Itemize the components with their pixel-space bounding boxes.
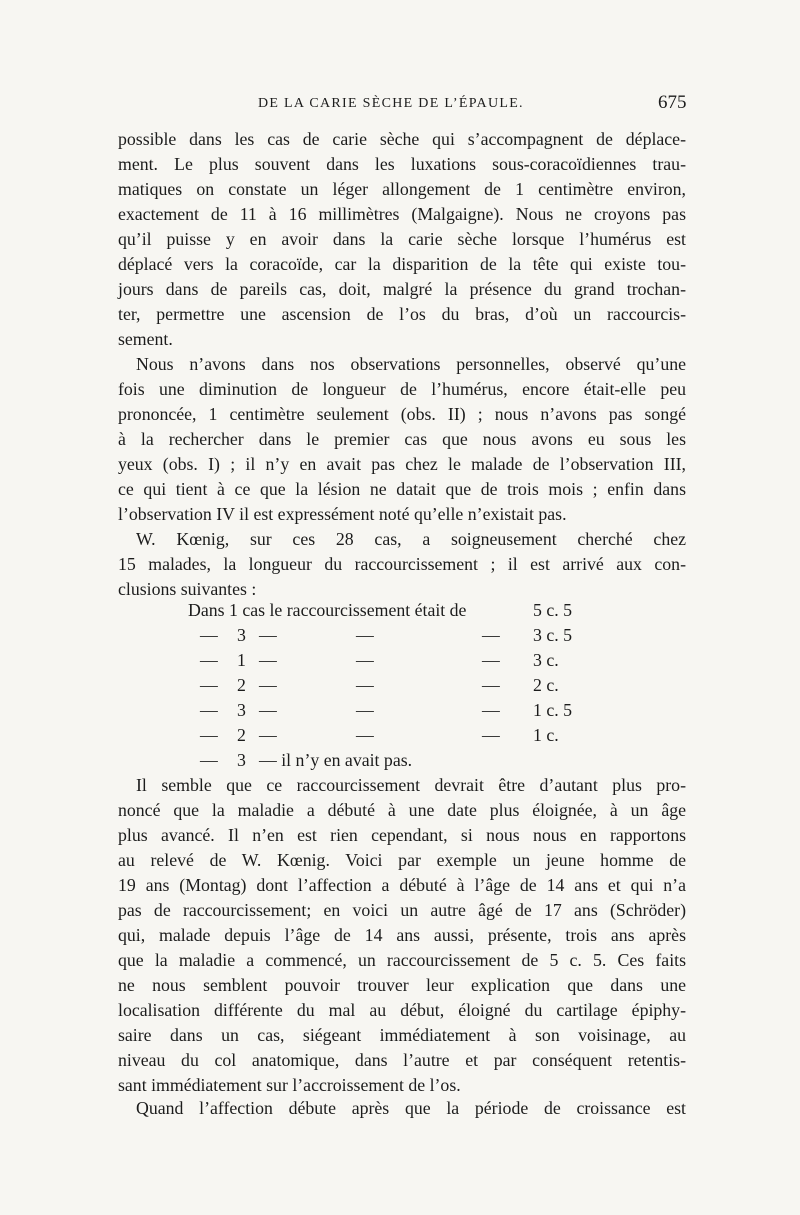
table-count: 3 — [237, 700, 246, 720]
table-row — [118, 673, 686, 698]
page-number: 675 — [658, 92, 687, 113]
ditto-mark: — — [259, 625, 277, 645]
text-line: ment. Le plus souvent dans les luxations sous-coracoïdiennes trau- — [118, 154, 686, 174]
table-value: 2 c. — [533, 675, 559, 695]
ditto-mark: — — [200, 750, 218, 770]
text-line: 15 malades, la longueur du raccourcissement ; il est arrivé aux con- — [118, 554, 686, 574]
table-count: 2 — [237, 675, 246, 695]
table-value: 1 c. 5 — [533, 700, 573, 720]
ditto-mark: — — [482, 700, 500, 720]
text-line: possible dans les cas de carie sèche qui s’accompagnent de déplace- — [118, 129, 686, 149]
table-value: 3 c. — [533, 650, 559, 670]
text-line: localisation différente du mal au début, éloigné du cartilage épiphy- — [118, 1000, 686, 1020]
ditto-mark: — — [356, 625, 374, 645]
table-value: 5 c. 5 — [533, 600, 573, 620]
text-line: ce qui tient à ce que la lésion ne datait que de trois mois ; enfin dans — [118, 479, 686, 499]
ditto-mark: — — [482, 650, 500, 670]
text-line: au relevé de W. Kœnig. Voici par exemple un jeune homme de — [118, 850, 686, 870]
paragraph-2 — [118, 352, 686, 527]
ditto-mark: — — [356, 700, 374, 720]
text-line: qui, malade depuis l’âge de 14 ans aussi, présente, trois ans après — [118, 925, 686, 945]
ditto-mark: — — [200, 675, 218, 695]
ditto-mark: — — [259, 650, 277, 670]
paragraph-5 — [118, 1096, 686, 1121]
table-row — [118, 623, 686, 648]
running-title: DE LA CARIE SÈCHE DE L’ÉPAULE. — [258, 96, 524, 111]
table-header-text: Dans 1 cas le raccourcissement était de — [188, 600, 467, 620]
text-line: déplacé vers la coracoïde, car la disparition de la tête qui existe tou- — [118, 254, 686, 274]
text-line: noncé que la maladie a débuté à une date plus éloignée, à un âge — [118, 800, 686, 820]
ditto-mark: — — [259, 675, 277, 695]
text-line: ter, permettre une ascension de l’os du bras, d’où un raccourcis- — [118, 304, 686, 324]
text-line: saire dans un cas, siégeant immédiatement à son voisinage, au — [118, 1025, 686, 1045]
text-line: l’observation IV il est expressément noté qu’elle n’existait pas. — [118, 504, 567, 524]
table-row — [118, 723, 686, 748]
text-line: clusions suivantes : — [118, 579, 257, 599]
text-line: W. Kœnig, sur ces 28 cas, a soigneusement cherché chez — [136, 529, 686, 549]
text-line: à la rechercher dans le premier cas que nous avons eu sous les — [118, 429, 686, 449]
ditto-mark: — — [200, 700, 218, 720]
text-line: fois une diminution de longueur de l’humérus, encore était-elle peu — [118, 379, 686, 399]
text-line: prononcée, 1 centimètre seulement (obs. II) ; nous n’avons pas songé — [118, 404, 686, 424]
table-header-row — [118, 598, 686, 623]
text-line: sant immédiatement sur l’accroissement de l’os. — [118, 1075, 461, 1095]
table-count: 1 — [237, 650, 246, 670]
text-line: que la maladie a commencé, un raccourcissement de 5 c. 5. Ces faits — [118, 950, 686, 970]
text-line: jours dans de pareils cas, doit, malgré la présence du grand trochan- — [118, 279, 686, 299]
table-count: 3 — [237, 750, 246, 770]
ditto-mark: — — [259, 725, 277, 745]
text-line: yeux (obs. I) ; il n’y en avait pas chez le malade de l’observation III, — [118, 454, 686, 474]
table-value: 3 c. 5 — [533, 625, 573, 645]
paragraph-3 — [118, 527, 686, 602]
text-line: Nous n’avons dans nos observations personnelles, observé qu’une — [136, 354, 686, 374]
table-count: 2 — [237, 725, 246, 745]
ditto-mark: — — [482, 725, 500, 745]
ditto-mark: — — [200, 650, 218, 670]
ditto-mark: — — [200, 625, 218, 645]
text-line: plus avancé. Il n’en est rien cependant, si nous nous en rapportons — [118, 825, 686, 845]
ditto-mark: — — [356, 650, 374, 670]
table-value: 1 c. — [533, 725, 559, 745]
table-row — [118, 648, 686, 673]
ditto-mark: — — [259, 700, 277, 720]
ditto-mark: — — [482, 625, 500, 645]
ditto-mark: — — [482, 675, 500, 695]
text-line: niveau du col anatomique, dans l’autre et par conséquent retentis- — [118, 1050, 686, 1070]
ditto-mark: — — [356, 725, 374, 745]
text-line: qu’il puisse y en avoir dans la carie sèche lorsque l’humérus est — [118, 229, 686, 249]
text-line: Il semble que ce raccourcissement devrait être d’autant plus pro- — [136, 775, 686, 795]
text-line: Quand l’affection débute après que la période de croissance est — [136, 1098, 686, 1118]
text-line: ne nous semblent pouvoir trouver leur explication que dans une — [118, 975, 686, 995]
text-line: pas de raccourcissement; en voici un autre âgé de 17 ans (Schröder) — [118, 900, 686, 920]
text-line: sement. — [118, 329, 173, 349]
paragraph-1 — [118, 127, 686, 352]
table-last-row — [118, 748, 686, 773]
ditto-mark: — — [200, 725, 218, 745]
text-line: exactement de 11 à 16 millimètres (Malgaigne). Nous ne croyons pas — [118, 204, 686, 224]
table-note: — il n’y en avait pas. — [259, 750, 413, 770]
shortening-table — [118, 598, 686, 773]
table-count: 3 — [237, 625, 246, 645]
text-line: matiques on constate un léger allongement de 1 centimètre environ, — [118, 179, 686, 199]
paragraph-4 — [118, 773, 686, 1098]
ditto-mark: — — [356, 675, 374, 695]
text-line: 19 ans (Montag) dont l’affection a débuté à l’âge de 14 ans et qui n’a — [118, 875, 686, 895]
table-row — [118, 698, 686, 723]
